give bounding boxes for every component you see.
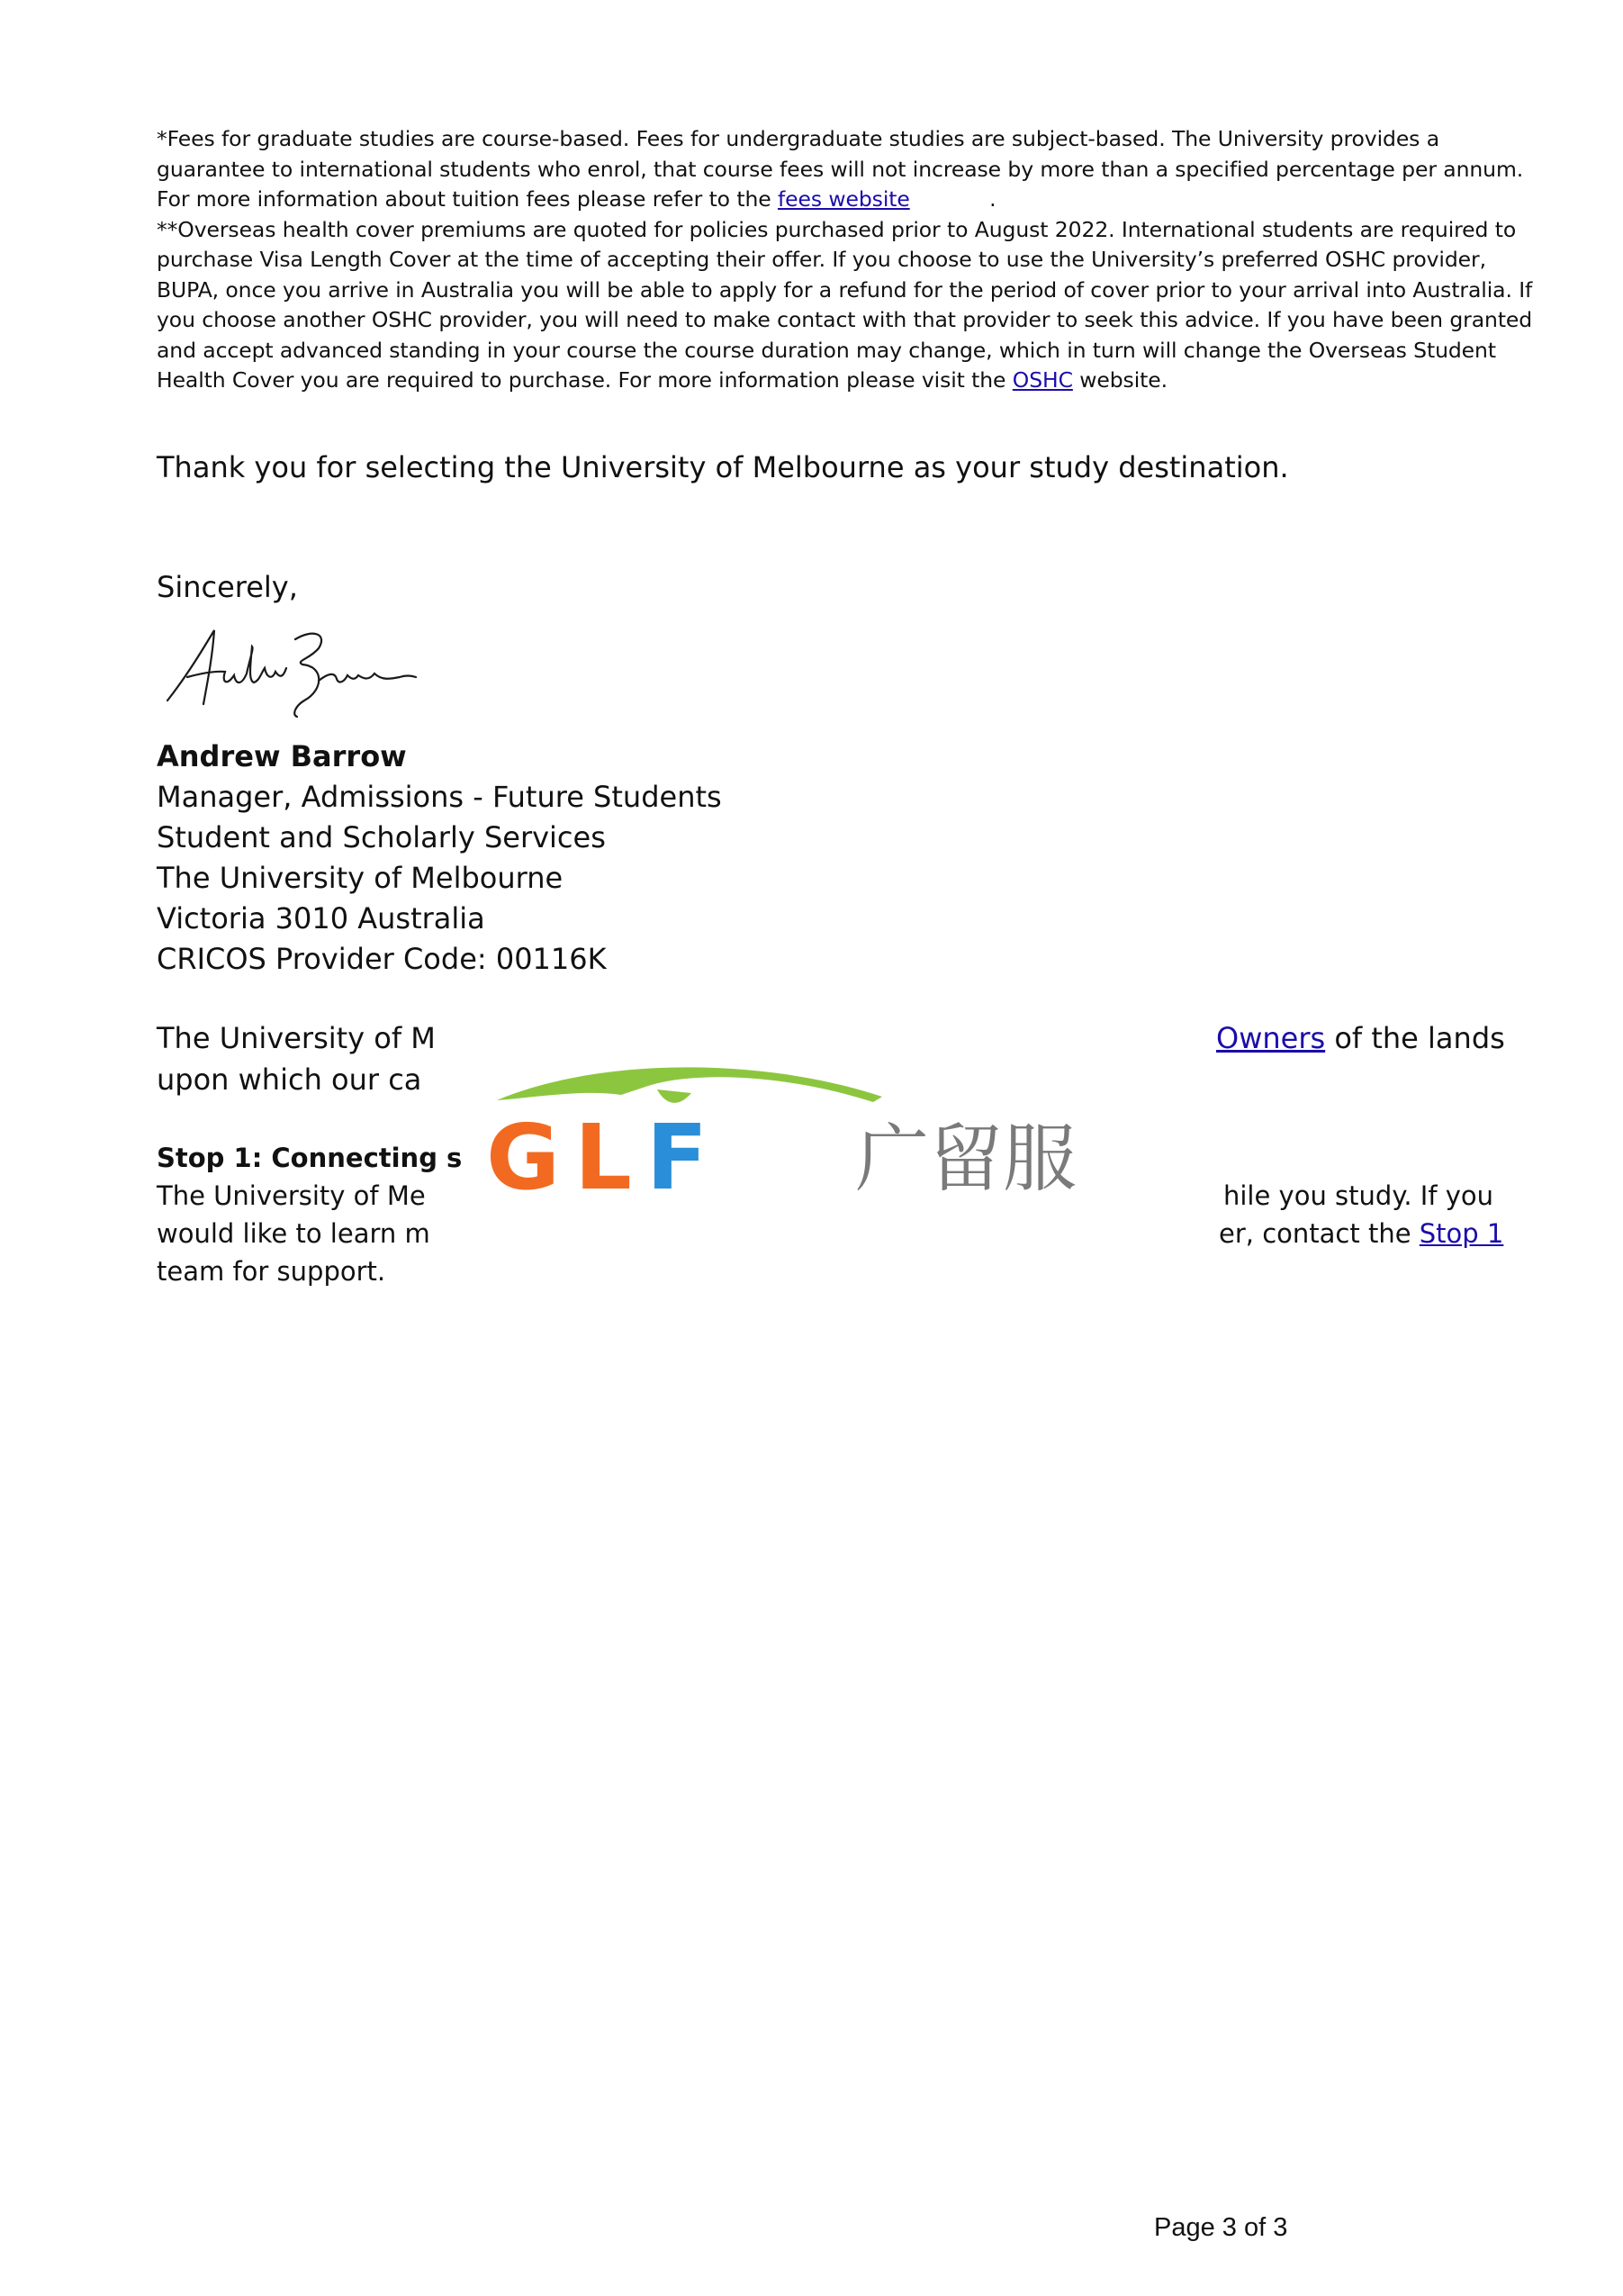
thanks-line: Thank you for selecting the University of Melbourne as your study destination. (157, 450, 1289, 484)
stop1-heading: Stop 1: Connecting s (157, 1143, 463, 1173)
stop1-line-2-start: would like to learn m (157, 1218, 430, 1249)
signatory-name: Andrew Barrow (157, 739, 407, 773)
acknowledgement-end (1216, 1017, 1505, 1059)
acknowledgement-line-2: upon which our ca (157, 1062, 422, 1097)
traditional-owners-link[interactable]: Owners (1216, 1021, 1326, 1055)
fees-footnote-text: *Fees for graduate studies are course-based. Fees for undergraduate studies are subject-based. The University provides a guarantee to international students who enrol, that course fees will not increase by more than a specified percentage per annum. For more information about tuition fees please refer to the (157, 126, 1524, 212)
acknowledgement-end-text: of the lands (1325, 1021, 1505, 1055)
fees-footnote (157, 124, 1547, 215)
cricos-code: CRICOS Provider Code: 00116K (157, 942, 607, 976)
signatory-institution: The University of Melbourne (157, 861, 564, 895)
stop1-line-1-start: The University of Me (157, 1180, 426, 1211)
signatory-title: Manager, Admissions - Future Students (157, 780, 722, 814)
stop1-line-3: team for support. (157, 1256, 386, 1287)
oshc-footnote-text: **Overseas health cover premiums are quoted for policies purchased prior to August 2022. International students are required to purchase Visa Length Cover at the time of accepting their offer. If you choose to use the University’s preferred OSHC provider, BUPA, once you arrive in Australia you will be able to apply for a refund for the period of cover prior to your arrival into Australia. If you choose another OSHC provider, you will need to make contact with that provider to seek this advice. If you have been granted and accept advanced standing in your course the course duration may change, which in turn will change the Overseas Student Health Cover you are required to purchase. For more information please visit the (157, 216, 1533, 393)
stop1-link[interactable]: Stop 1 (1419, 1218, 1504, 1249)
signatory-department: Student and Scholarly Services (157, 820, 606, 854)
acknowledgement-line-1 (157, 1017, 1507, 1059)
stop1-line-2 (157, 1215, 1507, 1252)
oshc-link[interactable]: OSHC (1012, 367, 1073, 393)
oshc-footnote (157, 215, 1547, 396)
glf-watermark-logo (486, 1062, 1161, 1207)
page-number: Page 3 of 3 (1154, 2213, 1288, 2242)
closing: Sincerely, (157, 570, 298, 604)
watermark-latin: GLF (486, 1105, 723, 1207)
stop1-line-2-end (1219, 1215, 1503, 1252)
watermark-chinese: 广留服 (855, 1116, 1077, 1202)
stop1-line-2-end-text: er, contact the (1219, 1218, 1420, 1249)
signatory-location: Victoria 3010 Australia (157, 901, 485, 936)
acknowledgement-start: The University of M (157, 1021, 436, 1055)
footnotes (157, 124, 1547, 396)
fees-footnote-end: . (909, 186, 996, 212)
signature-block (157, 737, 722, 980)
fees-website-link[interactable]: fees website (777, 186, 910, 212)
signature-image (160, 621, 421, 720)
stop1-line-1-end: hile you study. If you (1223, 1180, 1494, 1211)
oshc-footnote-end: website. (1072, 367, 1168, 393)
